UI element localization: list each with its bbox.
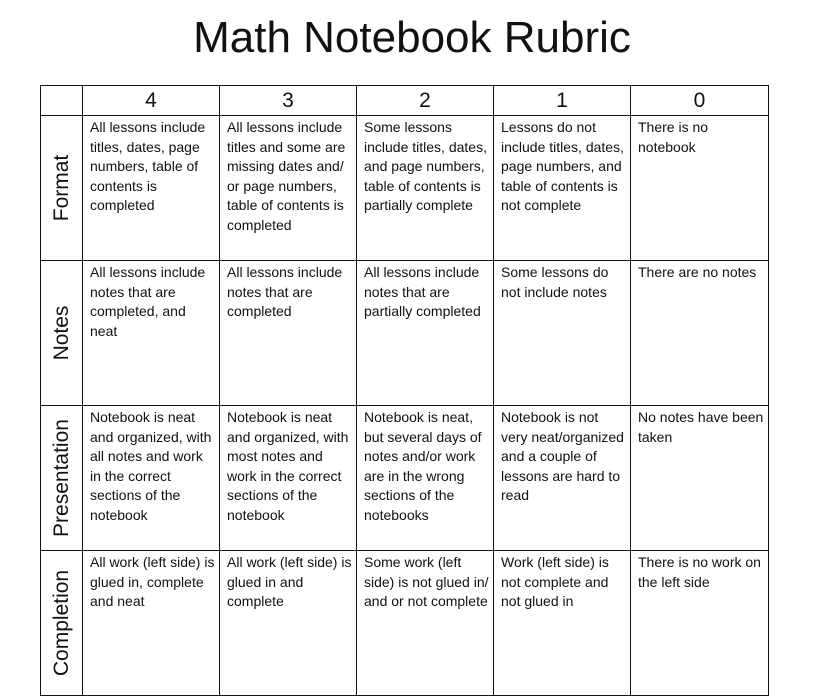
row-label-notes-cell <box>41 261 83 406</box>
presentation-score-0: No notes have been taken <box>631 406 769 551</box>
page-title: Math Notebook Rubric <box>193 13 631 62</box>
format-score-4: All lessons include titles, dates, page numbers, table of contents is completed <box>83 116 220 261</box>
score-header-0: 0 <box>631 86 769 116</box>
score-header-4: 4 <box>83 86 220 116</box>
score-header-3: 3 <box>220 86 357 116</box>
score-header-2: 2 <box>357 86 494 116</box>
notes-score-3: All lessons include notes that are completed <box>220 261 357 406</box>
presentation-score-4: Notebook is neat and organized, with all notes and work in the correct sections of the notebook <box>83 406 220 551</box>
completion-score-0: There is no work on the left side <box>631 551 769 696</box>
presentation-score-3: Notebook is neat and organized, with most notes and work in the correct sections of the notebook <box>220 406 357 551</box>
notes-score-4: All lessons include notes that are completed, and neat <box>83 261 220 406</box>
notes-score-2: All lessons include notes that are partially completed <box>357 261 494 406</box>
notes-score-1: Some lessons do not include notes <box>494 261 631 406</box>
row-label-notes: Notes <box>49 305 73 361</box>
rubric-row-completion <box>41 551 769 696</box>
completion-score-4: All work (left side) is glued in, complete and neat <box>83 551 220 696</box>
presentation-score-1: Notebook is not very neat/organized and a couple of lessons are hard to read <box>494 406 631 551</box>
completion-score-1: Work (left side) is not complete and not glued in <box>494 551 631 696</box>
score-header-1: 1 <box>494 86 631 116</box>
format-score-3: All lessons include titles and some are missing dates and/ or page numbers, table of contents is completed <box>220 116 357 261</box>
format-score-0: There is no notebook <box>631 116 769 261</box>
rubric-row-format <box>41 116 769 261</box>
presentation-score-2: Notebook is neat, but several days of notes and/or work are in the wrong sections of the notebooks <box>357 406 494 551</box>
header-row <box>41 86 769 116</box>
notes-score-0: There are no notes <box>631 261 769 406</box>
row-label-format: Format <box>49 154 73 222</box>
corner-cell <box>41 86 83 116</box>
rubric-table <box>40 85 769 696</box>
completion-score-2: Some work (left side) is not glued in/ and or not complete <box>357 551 494 696</box>
rubric-row-notes <box>41 261 769 406</box>
rubric-row-presentation <box>41 406 769 551</box>
row-label-completion-cell <box>41 551 83 696</box>
row-label-presentation: Presentation <box>49 419 73 537</box>
format-score-2: Some lessons include titles, dates, and page numbers, table of contents is partially complete <box>357 116 494 261</box>
row-label-presentation-cell <box>41 406 83 551</box>
row-label-format-cell <box>41 116 83 261</box>
row-label-completion: Completion <box>49 569 73 677</box>
format-score-1: Lessons do not include titles, dates, page numbers, and table of contents is not complete <box>494 116 631 261</box>
completion-score-3: All work (left side) is glued in and complete <box>220 551 357 696</box>
